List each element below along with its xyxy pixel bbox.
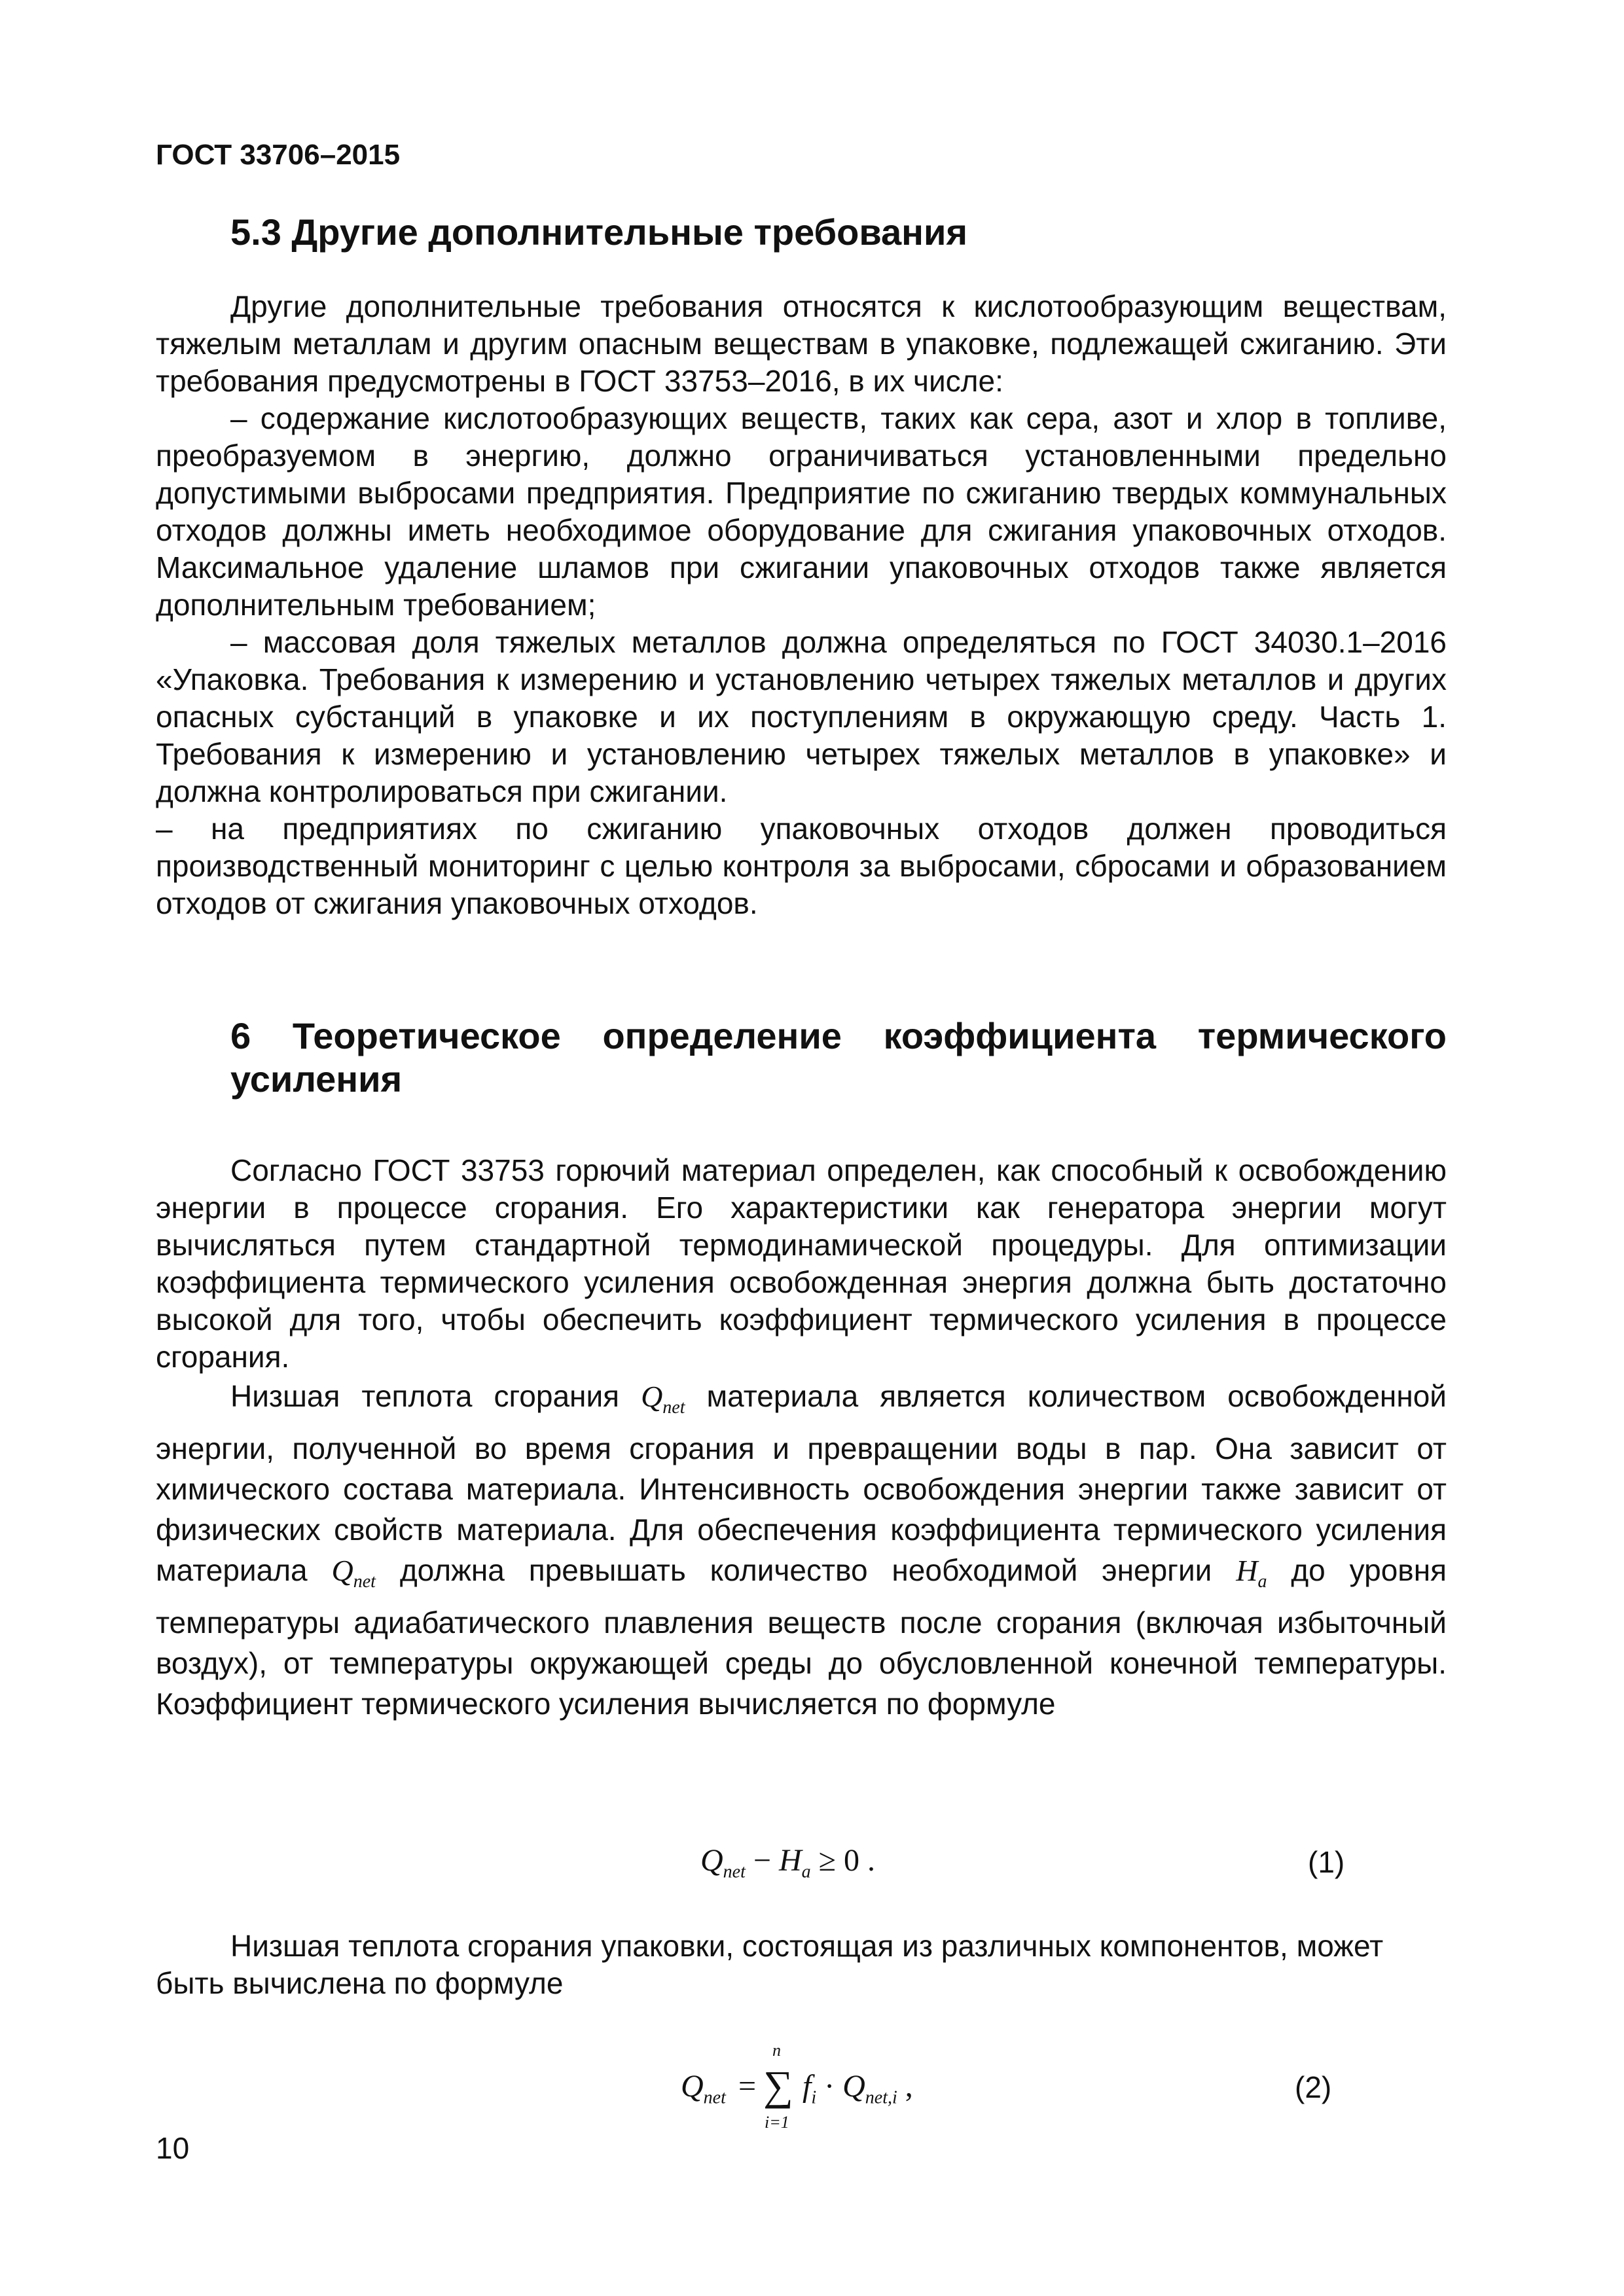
q-net-symbol: $Q_{net}$ — [641, 1380, 685, 1418]
section-6-title-line1: 6 Теоретическое определение коэффициента термического — [230, 1015, 1447, 1056]
sum-upper-limit: n — [772, 2041, 781, 2060]
section-6-body — [156, 1152, 1447, 1724]
section-6-para2 — [156, 1376, 1447, 1724]
section-6-title — [230, 1014, 1447, 1101]
formula-2-lhs: $Q_{net}$ — [681, 2069, 726, 2108]
para2-text-b: материала является количеством освобожденной энергии, полученной во время сгорания и превращении воды в пар. Она зависит от химического состава материала. Интенсивность освобождения энергии также зависит от физических свойств материала. Для обеспечения коэффициента термического усиления материала — [156, 1379, 1447, 1587]
section-5-3-intro: Другие дополнительные требования относятся к кислотообразующим веществам, тяжелым металлам и другим опасным веществам в упаковке, подлежащей сжиганию. Эти требования предусмотрены в ГОСТ 33753–2016, в их числе: — [156, 289, 1447, 398]
q-net-symbol: $Q_{net}$ — [331, 1554, 376, 1592]
para2-text-c: должна превышать количество необходимой энергии — [399, 1553, 1212, 1587]
formula-2-rhs: $f_i \cdot Q_{net,i}$ , — [803, 2069, 913, 2108]
section-5-3-title: 5.3 Другие дополнительные требования — [230, 211, 968, 253]
para2-text-d: до уровня температуры адиабатического плавления веществ после сгорания (включая избыточный воздух), от температуры окружающей среды до обусловленной конечной температуры. Коэффициент термического усиления вычисляется по формуле — [156, 1553, 1447, 1721]
section-6-para3-block — [156, 1928, 1447, 2002]
section-6-title-line2: усиления — [230, 1058, 403, 1100]
sum-lower-limit: i=1 — [765, 2113, 789, 2132]
formula-2-equals: = — [738, 2069, 757, 2104]
h-a-symbol: $H_a$ — [1236, 1554, 1267, 1592]
section-5-3-body — [156, 288, 1447, 922]
page-number: 10 — [156, 2131, 190, 2165]
formula-2-number: (2) — [1295, 2070, 1332, 2104]
formula-1: $Q_{net} - H_a \ge 0$ . — [700, 1843, 875, 1882]
list-item: – на предприятиях по сжиганию упаковочных отходов должен проводиться производственный мониторинг с целью контроля за выбросами, сбросами и образованием отходов от сжигания упаковочных отходов. — [156, 812, 1447, 920]
list-item: – массовая доля тяжелых металлов должна определяться по ГОСТ 34030.1–2016 «Упаковка. Требования к измерению и установлению четырех тяжелых металлов и других опасных субстанций в упаковке и их поступлениям в окружающую среду. Часть 1. Требования к измерению и установлению четырех тяжелых металлов в упаковке» и должна контролироваться при сжигании. — [156, 625, 1447, 808]
sum-symbol: ∑ — [763, 2062, 793, 2109]
document-id: ГОСТ 33706–2015 — [156, 139, 401, 171]
formula-1-number: (1) — [1308, 1845, 1345, 1879]
section-6-para3: Низшая теплота сгорания упаковки, состоящая из различных компонентов, может быть вычислена по формуле — [156, 1929, 1384, 2000]
section-6-para1: Согласно ГОСТ 33753 горючий материал определен, как способный к освобождению энергии в процессе сгорания. Его характеристики как генератора энергии могут вычисляться путем стандартной термодинамической процедуры. Для оптимизации коэффициента термического усиления освобожденная энергия должна быть достаточно высокой для того, чтобы обеспечить коэффициент термического усиления в процессе сгорания. — [156, 1153, 1447, 1374]
formula-2 — [681, 2041, 995, 2132]
para2-text-a: Низшая теплота сгорания — [230, 1379, 620, 1413]
list-item: – содержание кислотообразующих веществ, таких как сера, азот и хлор в топливе, преобразуемом в энергию, должно ограничиваться установленными предельно допустимыми выбросами предприятия. Предприятие по сжиганию твердых коммунальных отходов должны иметь необходимое оборудование для сжигания упаковочных отходов. Максимальное удаление шламов при сжигании упаковочных отходов также является дополнительным требованием; — [156, 401, 1447, 622]
